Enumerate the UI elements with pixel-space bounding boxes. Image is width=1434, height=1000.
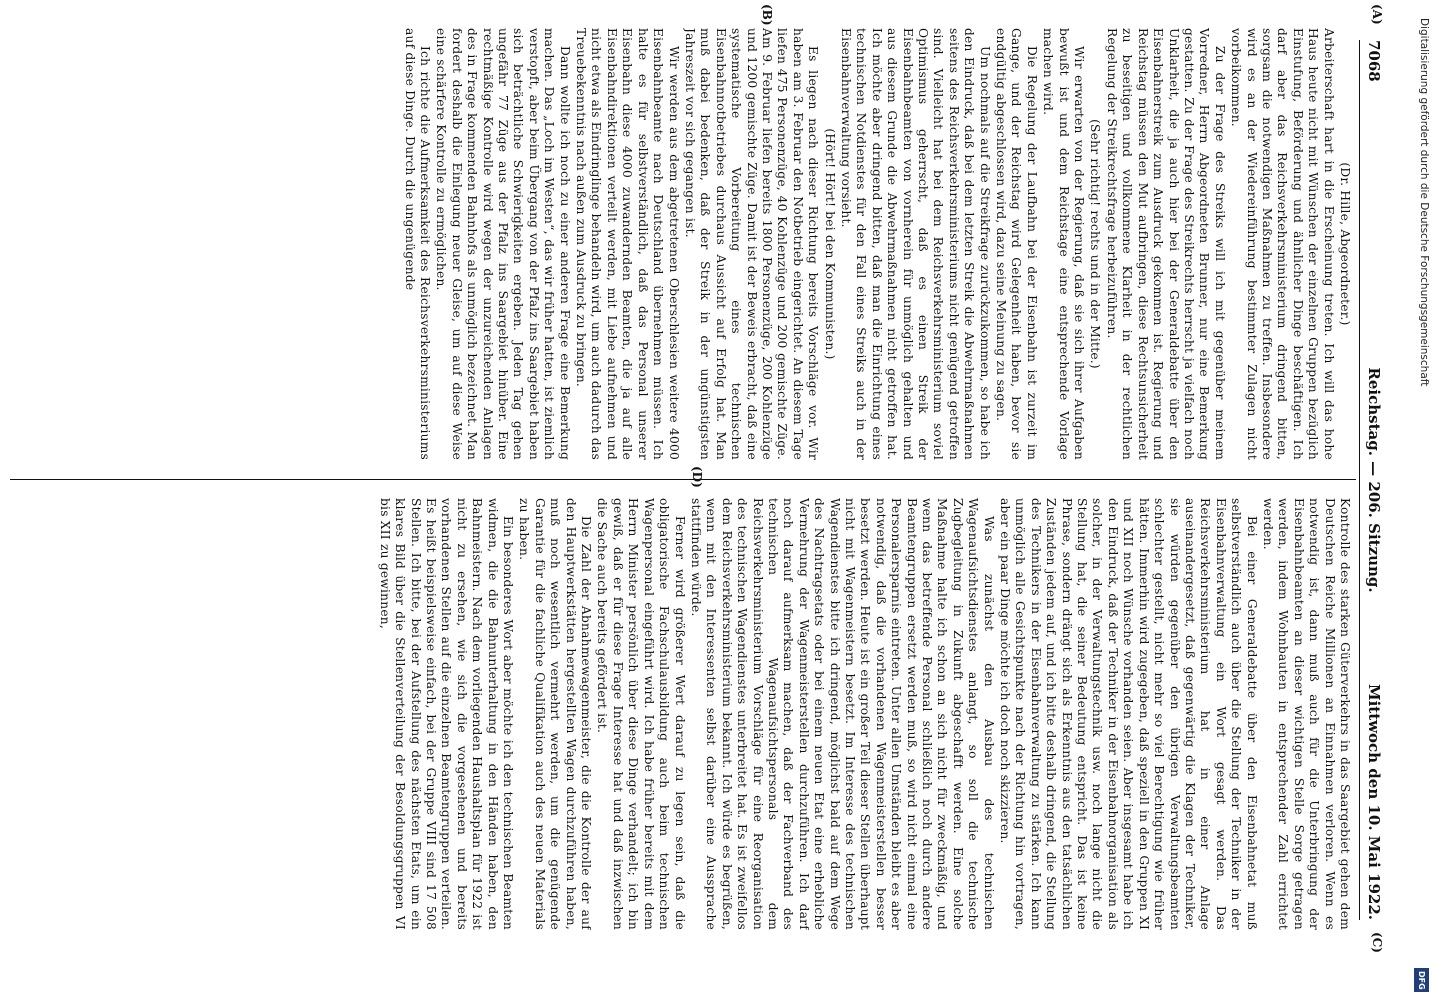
paragraph: Die Zahl der Abnahmewagenmeister, die die Kontrolle der auf den Hauptwerkstätten hergestellten Wagen durchzuführen haben, muß noch wesentlich vermehrt werden, um die genügende Garantie für die fachliche Qualifikation auch des neuen Materials zu haben.	[517, 498, 594, 930]
paragraph: Wir werden aus dem abgetretenen Oberschlesien weitere 4000 Eisenbahnbeamte nach Deutschland übernehmen müssen. Ich halte es für selbstverständlich, daß das Personal unserer Eisenbahn diese 4000 zuwandernden Beamten, die ja auf alle Eisenbahndirektionen verteilt werden, mit Liebe aufnehmen und nicht etwa als Eindringlinge behandeln wird, um auch dadurch das Treuebekenntnis nach außen zum Ausdruck zu bringen.	[574, 28, 681, 460]
paragraph: Die Regelung der Laufbahn bei der Eisenbahn ist zurzeit im Gange, und der Reichstag wird Gelegenheit haben, bevor sie endgültig abgeschlossen wird, dazu seine Meinung zu sagen.	[994, 28, 1039, 460]
paragraph: Zu der Frage des Streiks will ich mit gegenüber meinem Vorredner, Herrn Abgeordneten Brunner, nur eine Bemerkung gestatten. Zu der Frage des Streikrechts herrscht ja vielfach noch Unklarheit, die ja auch hier bei der Generaldebatte über den Eisenbahnerstreik zum Ausdruck gekommen ist. Regierung und Reichstag müssen den Mut aufbringen, diese Rechtsunsicherheit zu beseitigen und vollkommene Klarheit in der rechtlichen Regelung der Streikrechtsfrage herbeizuführen.	[1104, 28, 1227, 460]
left-column	[10, 28, 1352, 460]
speaker-line: (Dr. Hille, Abgeordneter.)	[1338, 162, 1352, 326]
marker-c: (C)	[1370, 932, 1384, 953]
paragraph: Kontrolle des starken Güterverkehrs in das Saargebiet gehen dem Deutschen Reiche Millionen an Einnahmen verloren. Wenn es notwendig ist, dann muß auch für die Unterbringung der Eisenbahnbeamten an dieser wichtigen Stelle Sorge getragen werden, indem Wohnbauten in entsprechender Zahl errichtet werden.	[1260, 498, 1352, 930]
running-head	[1359, 40, 1386, 920]
paragraph: Um nochmals auf die Streikfrage zurückzukommen, so habe ich den Eindruck, daß bei dem letzten Streik die Abwehrmaßnahmen seitens des Reichsverkehrsministeriums nicht genügend getroffen sind. Vielleicht hat bei dem Reichsverkehrsministerium soviel Optimismus geherrscht, daß es einen Streik der Eisenbahnbeamten von vornherein für unmöglich gehalten und aus diesem Grunde die Abwehrmaßnahmen nicht getroffen hat. Ich möchte aber dringend bitten, daß man die Einrichtung eines technischen Notdienstes für den Fall eines Streiks auch in der Eisenbahnverwaltung vorsieht.	[839, 28, 992, 460]
marker-a: (A)	[1370, 4, 1384, 25]
dfg-logo: DFG	[1414, 968, 1429, 992]
credit-text: Digitalisierung gefördert durch die Deutsche Forschungsgemeinschaft	[1418, 18, 1430, 387]
paragraph: Arbeiterschaft hart in die Erscheinung treten. Ich will das hohe Haus heute nicht mit Wünschen der einzelnen Gruppen bezüglich Einstufung, Beförderung und ähnlicher Dinge beschäftigen. Ich darf aber das Reichsverkehrsministerium dringend bitten, sorgsam die notwendigen Maßnahmen zu treffen. Insbesondere wird es an der Wiedereinführung bestimmter Zulagen nicht vorbeikommen.	[1229, 28, 1336, 460]
issue-date: Mittwoch den 10. Mai 1922.	[1365, 683, 1383, 920]
paragraph: Ich richte die Aufmerksamkeit des Reichsverkehrsministeriums auf diese Dinge. Durch die ungenügende	[402, 28, 433, 460]
interjection: (Sehr richtig! rechts und in der Mitte.)	[1088, 119, 1103, 369]
paragraph: Wir erwarten von der Regierung, daß sie sich ihrer Aufgaben bewußt ist und dem Reichstage eine entsprechende Vorlage machen wird.	[1041, 28, 1087, 460]
interjection: (Hört! Hört! bei den Kommunisten.)	[822, 128, 837, 360]
running-title: Reichstag. — 206. Sitzung.	[1365, 367, 1383, 593]
page-number: 7068	[1365, 40, 1383, 82]
column-rule	[10, 479, 1356, 480]
paragraph: Es liegen nach dieser Richtung bereits Vorschläge vor. Wir haben am 3. Februar den Notbetrieb eingerichtet. An diesem Tage liefen 475 Personenzüge, 40 Kohlenzüge und 200 gemischte Züge. Am 9. Februar liefen bereits 1800 Personenzüge, 200 Kohlenzüge und 1200 gemischte Züge. Damit ist der Beweis erbracht, daß eine systematische Vorbereitung eines technischen Eisenbahnnotbetriebes durchaus Aussicht auf Erfolg hat. Man muß dabei bedenken, daß der Streik in der ungünstigsten Jahreszeit vor sich gegangen ist.	[682, 28, 821, 460]
right-column	[10, 498, 1352, 930]
marker-b: (B)	[760, 4, 774, 26]
paragraph: Ferner wird größerer Wert darauf zu legen sein, daß die obligatorische Fachschulausbildung auch beim technischen Wagenpersonal eingeführt wird. Ich habe früher bereits mit dem Herrn Minister persönlich über diese Dinge verhandelt; ich bin gewiß, daß er für diese Frage Interesse hat und daß inzwischen die Sache auch bereits gefördert ist.	[595, 498, 687, 930]
paragraph: Was zunächst den Ausbau des technischen Wagenaufsichtsdienstes anlangt, so soll die technische Zugbegleitung in Zukunft abgeschafft werden. Eine solche Maßnahme halte ich schon an sich nicht für zweckmäßig, und wenn das betreffende Personal schließlich noch durch andere Beamtengruppen ersetzt werden muß, so wird nicht einmal eine Personalersparnis eintreten. Unter allen Umständen bleibt es aber notwendig, daß die vorhandenen Wagenmeisterstellen besser besetzt werden. Heute ist ein großer Teil dieser Stellen überhaupt nicht mit Wagenmeistern besetzt. Im Interesse des technischen Wagendienstes bitte ich dringend, möglichst bald auf dem Wege des Nachtragsetats oder bei einem neuen Etat eine erhebliche Vermehrung der Wagenmeisterstellen durchzuführen. Ich darf noch darauf aufmerksam machen, daß der Fachverband des technischen Wagenaufsichtspersonals dem Reichsverkehrsministerium Vorschläge für eine Reorganisation des technischen Wagendienstes unterbreitet hat. Es ist zweifellos dem Reichsverkehrsministerium bekannt. Ich würde es begrüßen, wenn mit den Interessenten selbst darüber eine Aussprache stattfinden würde.	[688, 498, 996, 930]
paragraph: Dann wollte ich noch zu einer anderen Frage eine Bemerkung machen. Das „Loch im Westen“, das wir früher hatten, ist ziemlich verstopft, aber beim Übergang von der Pfalz ins Saargebiet haben sich beträchtliche Schwierigkeiten ergeben. Jeden Tag gehen ungefähr 77 Züge aus der Pfalz ins Saargebiet hinüber. Eine rechtmäßige Kontrolle wird wegen der unzureichenden Anlagen des in Frage kommenden Bahnhofs als unmöglich bezeichnet. Man fordert deshalb die Einlegung neuer Gleise, um auf diese Weise eine schärfere Kontrolle zu ermöglichen.	[434, 28, 572, 460]
paragraph: Bei einer Generaldebatte über den Eisenbahnetat muß selbstverständlich auch über die Stellung der Techniker in der Eisenbahnverwaltung ein Wort gesagt werden. Das Reichsverkehrsministerium hat in einer Anlage auseinandergesetzt, daß gegenwärtig die Klagen der Techniker, sie würden gegenüber den übrigen Verwaltungsbeamten schlechter gestellt, nicht mehr so viel Berechtigung wie früher hätten. Immerhin wird zugegeben, daß speziell in den Gruppen XI und XII noch Wünsche vorhanden seien. Aber insgesamt habe ich den Eindruck, daß der Techniker in der Eisenbahnorganisation als solcher, in der Verwaltungstechnik usw. noch lange nicht die Stellung hat, die seiner Bedeutung entspricht. Das ist keine Phrase, sondern drängt sich als Erkenntnis aus den tatsächlichen Zuständen jedem auf, und ich bitte deshalb dringend, die Stellung des Technikers in der Eisenbahnverwaltung zu stärken. Ich kann unmöglich alle Gesichtspunkte nach der Richtung hin vortragen, aber ein paar Dinge möchte ich doch noch skizzieren.	[998, 498, 1259, 930]
digitization-credit	[1413, 0, 1433, 1000]
paragraph: Ein besonderes Wort aber möchte ich den technischen Beamten widmen, die die Bahnunterhaltung in den Händen haben, den Bahnmeistern. Nach dem vorliegenden Haushaltsplan für 1922 ist nicht zu ersehen, wie sich die vorgesehenen und bereits vorhandenen Stellen auf die einzelnen Beamtengruppen verteilen. Es heißt beispielsweise einfach, bei der Gruppe VIII sind 17 508 Stellen. Ich bitte, bei der Aufstellung des nächsten Etats, um ein klares Bild über die Stellenverteilung der Besoldungsgruppen VI bis XII zu gewinnen,	[377, 498, 516, 930]
marker-d: (D)	[690, 466, 704, 488]
